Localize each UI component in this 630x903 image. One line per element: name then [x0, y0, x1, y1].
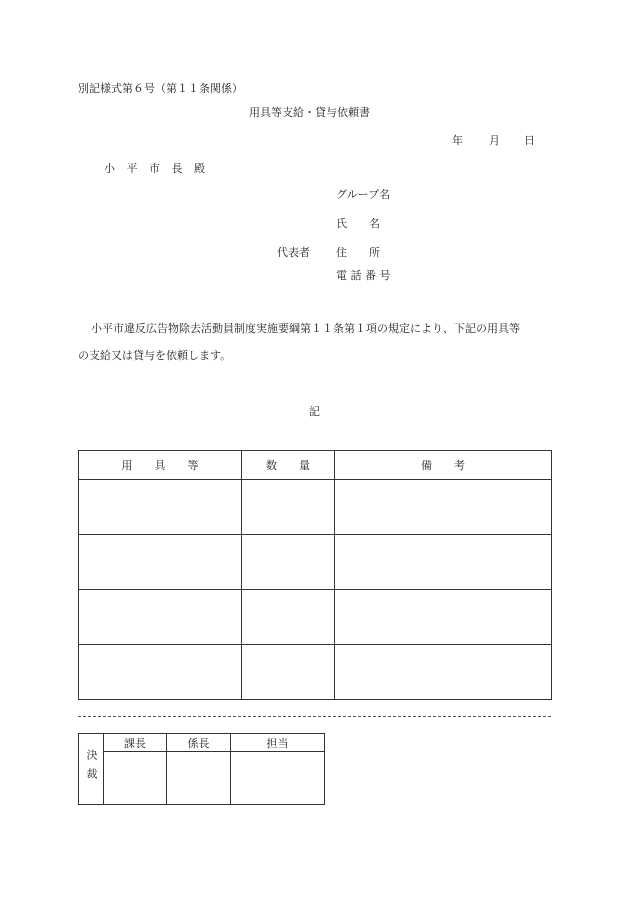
approval-stamp-staff[interactable] — [231, 752, 325, 805]
quantity-cell[interactable] — [242, 645, 335, 700]
remarks-cell[interactable] — [335, 480, 552, 535]
name-label: 氏 名 — [336, 217, 380, 230]
table-row — [79, 590, 552, 645]
approval-label-cell — [79, 734, 104, 805]
table-row — [79, 645, 552, 700]
approval-header-section-chief: 課長 — [104, 734, 167, 752]
phone-label: 電 話 番 号 — [336, 269, 391, 282]
items-table — [78, 450, 552, 700]
items-header-quantity: 数 量 — [242, 451, 335, 480]
approval-stamp-section-chief[interactable] — [104, 752, 167, 805]
representative-label: 代表者 — [277, 246, 310, 259]
equipment-cell[interactable] — [79, 480, 242, 535]
table-row — [79, 480, 552, 535]
equipment-cell[interactable] — [79, 590, 242, 645]
quantity-cell[interactable] — [242, 535, 335, 590]
approval-label: 決裁 — [85, 748, 98, 787]
addressee: 小 平 市 長 殿 — [104, 162, 209, 175]
cut-line-divider — [78, 716, 551, 717]
document-title: 用具等支給・貸与依頼書 — [249, 106, 370, 119]
remarks-cell[interactable] — [335, 645, 552, 700]
body-line-1: 小平市違反広告物除去活動員制度実施要綱第１１条第１項の規定により、下記の用具等 — [91, 322, 520, 335]
approval-header-subsection-chief: 係長 — [167, 734, 231, 752]
approval-stamp-subsection-chief[interactable] — [167, 752, 231, 805]
approval-table — [78, 733, 325, 805]
group-name-label: グループ名 — [336, 188, 391, 201]
remarks-cell[interactable] — [335, 535, 552, 590]
quantity-cell[interactable] — [242, 480, 335, 535]
equipment-cell[interactable] — [79, 645, 242, 700]
quantity-cell[interactable] — [242, 590, 335, 645]
items-header-row — [79, 451, 552, 480]
table-row — [79, 535, 552, 590]
remarks-cell[interactable] — [335, 590, 552, 645]
form-number: 別記様式第６号（第１１条関係） — [78, 82, 243, 95]
approval-header-staff: 担当 — [231, 734, 325, 752]
date-day: 日 — [524, 134, 535, 147]
body-line-2: の支給又は貸与を依頼します。 — [78, 349, 232, 362]
ki-heading: 記 — [309, 405, 320, 418]
items-header-remarks: 備 考 — [335, 451, 552, 480]
address-label: 住 所 — [336, 246, 380, 259]
date-month: 月 — [489, 134, 500, 147]
equipment-cell[interactable] — [79, 535, 242, 590]
date-year: 年 — [452, 134, 463, 147]
items-header-equipment: 用 具 等 — [79, 451, 242, 480]
